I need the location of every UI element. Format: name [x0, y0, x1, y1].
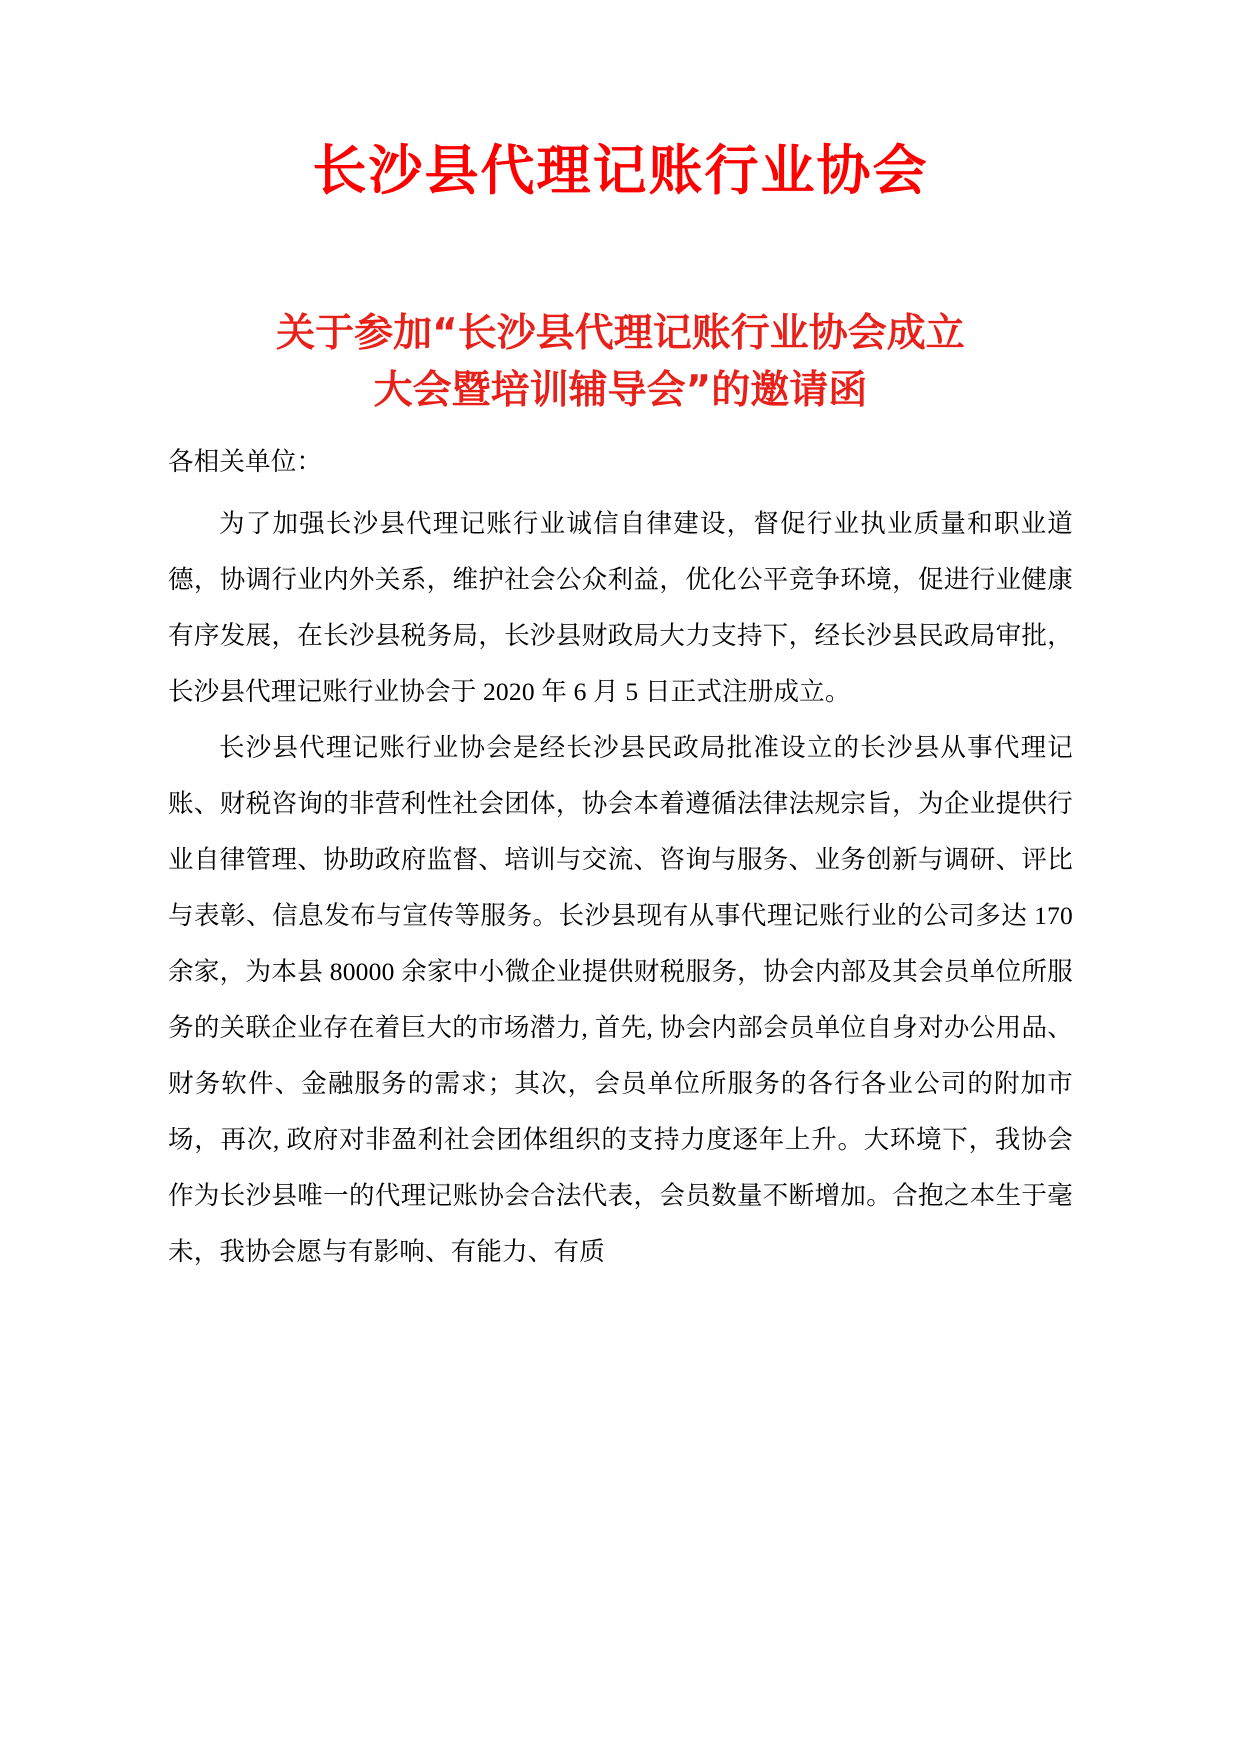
- document-subtitle-line-1: 关于参加“长沙县代理记账行业协会成立: [276, 311, 965, 357]
- body-paragraph-1: 为了加强长沙县代理记账行业诚信自律建设，督促行业执业质量和职业道德，协调行业内外关系，维护社会公众利益，优化公平竞争环境，促进行业健康有序发展，在长沙县税务局，长沙县财政局大力支持下，经长沙县民政局审批，长沙县代理记账行业协会于 2020 年 6 月 5 日正式注册成立。: [168, 508, 1073, 706]
- document-subtitle: [168, 306, 1073, 419]
- organization-masthead-title: 长沙县代理记账行业协会: [312, 139, 929, 202]
- body-paragraph-2: 长沙县代理记账行业协会是经长沙县民政局批准设立的长沙县从事代理记账、财税咨询的非营利性社会团体，协会本着遵循法律法规宗旨，为企业提供行业自律管理、协助政府监督、培训与交流、咨询与服务、业务创新与调研、评比与表彰、信息发布与宣传等服务。长沙县现有从事代理记账行业的公司多达 170 余家，为本县 80000 余家中小微企业提供财税服务，协会内部及其会员单位所服务的关联企业存在着巨大的市场潜力, 首先, 协会内部会员单位自身对办公用品、财务软件、金融服务的需求；其次，会员单位所服务的各行各业公司的附加市场，再次, 政府对非盈利社会团体组织的支持力度逐年上升。大环境下，我协会作为长沙县唯一的代理记账协会合法代表，会员数量不断增加。合抱之本生于毫未，我协会愿与有影响、有能力、有质: [168, 732, 1073, 1266]
- document-subtitle-line-2: 大会暨培训辅导会”的邀请函: [373, 367, 868, 413]
- body-content: [168, 496, 1073, 1280]
- salutation: 各相关单位：: [168, 447, 323, 477]
